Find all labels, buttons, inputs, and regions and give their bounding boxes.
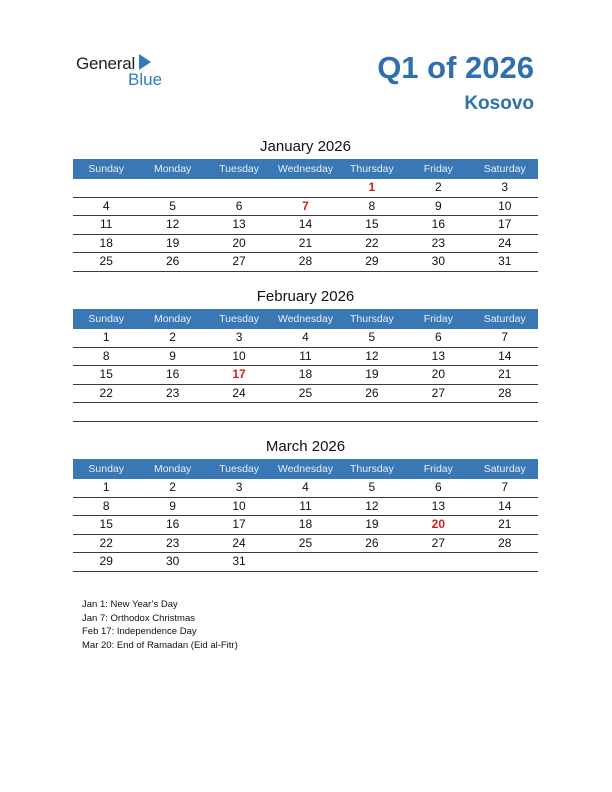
date-cell: 20 <box>431 367 445 381</box>
holiday-note: Jan 1: New Year’s Day <box>82 599 178 610</box>
weekday-label: Friday <box>423 463 453 475</box>
date-cell: 15 <box>99 367 113 381</box>
date-cell: 3 <box>501 180 509 194</box>
date-cell: 16 <box>431 217 445 231</box>
date-cell: 11 <box>299 498 312 513</box>
weekday-label: Wednesday <box>277 163 334 175</box>
date-cell: 12 <box>165 217 180 231</box>
date-cell: 21 <box>498 367 512 381</box>
date-cell: 24 <box>232 385 246 400</box>
holiday-note: Jan 7: Orthodox Christmas <box>82 612 195 624</box>
date-cell: 17 <box>498 217 512 231</box>
weekday-label: Wednesday <box>277 463 334 475</box>
weekday-label: Thursday <box>350 463 394 475</box>
date-cell: 24 <box>232 535 246 550</box>
weekday-label: Tuesday <box>219 163 259 175</box>
country-name: Kosovo <box>464 93 534 114</box>
date-cell: 15 <box>365 217 379 231</box>
week-row <box>73 385 538 404</box>
date-cell: 11 <box>299 348 312 363</box>
weekday-label: Monday <box>153 313 192 325</box>
date-cell: 8 <box>102 348 110 363</box>
date-cell: 27 <box>431 535 445 550</box>
weekday-label: Friday <box>423 163 453 175</box>
weekday-label: Sunday <box>88 463 125 475</box>
date-cell: 8 <box>102 498 110 513</box>
date-cell: 12 <box>365 498 379 513</box>
brand-word-blue: Blue <box>128 70 163 89</box>
holiday-note: Feb 17: Independence Day <box>82 626 197 637</box>
date-cell: 11 <box>99 217 113 231</box>
date-cell: 28 <box>498 535 512 550</box>
date-cell: 27 <box>232 254 246 268</box>
date-cell <box>272 553 338 571</box>
weekday-header <box>73 459 538 479</box>
date-cell: 26 <box>365 535 379 550</box>
weekday-label: Monday <box>153 163 192 175</box>
week-row <box>73 329 538 348</box>
holiday-date-cell: 7 <box>302 198 309 213</box>
date-cell: 30 <box>431 254 445 268</box>
date-cell: 22 <box>365 235 379 250</box>
date-cell: 21 <box>298 235 313 250</box>
weekday-label: Friday <box>423 313 453 325</box>
week-row <box>73 553 538 572</box>
date-cell: 6 <box>434 330 442 344</box>
date-cell: 18 <box>298 517 313 531</box>
date-cell: 9 <box>169 498 176 513</box>
week-row <box>73 235 538 254</box>
date-cell: 5 <box>169 198 176 213</box>
date-cell: 16 <box>165 367 180 381</box>
week-row <box>73 198 538 217</box>
weekday-header <box>73 309 538 329</box>
date-cell <box>73 179 139 197</box>
date-cell <box>272 179 338 197</box>
date-cell: 25 <box>298 385 313 400</box>
date-cell <box>206 403 272 421</box>
date-cell: 2 <box>169 480 176 494</box>
date-cell: 23 <box>165 535 180 550</box>
brand-logo <box>76 52 176 92</box>
weekday-label: Tuesday <box>219 463 259 475</box>
week-row <box>73 498 538 517</box>
weekday-label: Thursday <box>350 313 394 325</box>
date-cell <box>472 553 538 571</box>
weekday-header <box>73 159 538 179</box>
date-cell: 5 <box>368 480 376 494</box>
date-cell <box>472 403 538 421</box>
weekday-label: Saturday <box>483 463 526 475</box>
date-cell: 1 <box>102 330 110 344</box>
week-row <box>73 479 538 498</box>
date-cell: 6 <box>434 480 442 494</box>
brand-flag-icon <box>139 54 151 70</box>
date-cell: 13 <box>431 348 445 363</box>
holiday-list <box>82 598 238 652</box>
date-cell: 8 <box>368 198 376 213</box>
date-cell: 23 <box>431 235 445 250</box>
date-cell: 16 <box>165 517 180 531</box>
date-cell: 2 <box>169 330 176 344</box>
weekday-label: Sunday <box>88 313 125 325</box>
date-cell: 31 <box>498 254 512 268</box>
week-row <box>73 179 538 198</box>
date-cell: 9 <box>434 198 442 213</box>
date-cell: 10 <box>498 198 512 213</box>
date-cell: 30 <box>165 554 180 568</box>
date-cell: 20 <box>232 235 246 250</box>
date-cell: 31 <box>232 554 246 568</box>
month-calendar-march <box>73 437 538 572</box>
date-cell: 3 <box>235 330 243 344</box>
date-cell <box>405 403 471 421</box>
week-row <box>73 403 538 422</box>
date-cell: 4 <box>302 330 309 344</box>
holiday-date-cell: 1 <box>368 180 376 194</box>
date-cell: 29 <box>365 254 379 268</box>
date-cell: 19 <box>165 235 180 250</box>
date-cell: 24 <box>498 235 512 250</box>
weekday-label: Monday <box>153 463 192 475</box>
date-cell: 12 <box>365 348 379 363</box>
date-cell <box>73 403 139 421</box>
date-cell: 26 <box>365 385 379 400</box>
date-cell: 14 <box>498 348 512 363</box>
date-cell: 19 <box>365 367 379 381</box>
week-row <box>73 216 538 235</box>
month-title: January 2026 <box>260 138 351 155</box>
date-cell: 15 <box>99 517 113 531</box>
date-cell: 26 <box>165 254 180 268</box>
date-cell: 13 <box>431 498 445 513</box>
date-cell: 4 <box>302 480 309 494</box>
weekday-label: Thursday <box>350 163 394 175</box>
date-cell: 25 <box>298 535 313 550</box>
page-title: Q1 of 2026 <box>377 50 534 85</box>
date-cell: 25 <box>99 254 113 268</box>
date-cell: 5 <box>368 330 376 344</box>
holiday-date-cell: 20 <box>431 517 445 531</box>
date-cell: 2 <box>434 180 442 194</box>
date-cell: 7 <box>501 330 509 344</box>
date-cell: 22 <box>99 385 113 400</box>
week-row <box>73 348 538 367</box>
date-cell: 28 <box>498 385 512 400</box>
holiday-date-cell: 17 <box>232 367 246 381</box>
date-cell: 10 <box>232 498 246 513</box>
month-calendar-february <box>73 287 538 422</box>
date-cell: 14 <box>498 498 512 513</box>
date-cell: 7 <box>501 480 509 494</box>
date-cell <box>272 403 338 421</box>
date-cell <box>339 553 405 571</box>
month-title: March 2026 <box>265 438 346 455</box>
date-cell: 1 <box>102 480 110 494</box>
date-cell: 6 <box>235 198 243 213</box>
date-cell <box>139 403 205 421</box>
date-cell: 18 <box>99 235 113 250</box>
date-cell: 17 <box>232 517 246 531</box>
weekday-label: Saturday <box>483 313 526 325</box>
weekday-label: Wednesday <box>277 313 334 325</box>
week-row <box>73 535 538 554</box>
date-cell: 10 <box>232 348 246 363</box>
brand-word-general: General <box>76 54 136 73</box>
date-cell: 19 <box>365 517 379 531</box>
date-cell: 21 <box>498 517 512 531</box>
week-row <box>73 253 538 272</box>
date-cell: 27 <box>431 385 445 400</box>
date-cell: 13 <box>232 217 246 231</box>
date-cell: 23 <box>165 385 180 400</box>
date-cell: 28 <box>298 254 313 268</box>
date-cell: 29 <box>99 554 113 568</box>
date-cell: 14 <box>298 217 313 231</box>
date-cell <box>139 179 205 197</box>
week-row <box>73 516 538 535</box>
date-cell <box>339 403 405 421</box>
date-cell <box>405 553 471 571</box>
date-cell: 9 <box>169 348 176 363</box>
date-cell: 22 <box>99 535 113 550</box>
holiday-note: Mar 20: End of Ramadan (Eid al-Fitr) <box>82 639 238 651</box>
weekday-label: Sunday <box>88 163 125 175</box>
weekday-label: Saturday <box>483 163 526 175</box>
month-calendar-january <box>73 137 538 272</box>
date-cell: 18 <box>298 367 313 381</box>
month-title: February 2026 <box>256 288 355 305</box>
weekday-label: Tuesday <box>219 313 259 325</box>
date-cell: 4 <box>102 198 110 213</box>
week-row <box>73 366 538 385</box>
date-cell: 3 <box>235 480 243 494</box>
date-cell <box>206 179 272 197</box>
